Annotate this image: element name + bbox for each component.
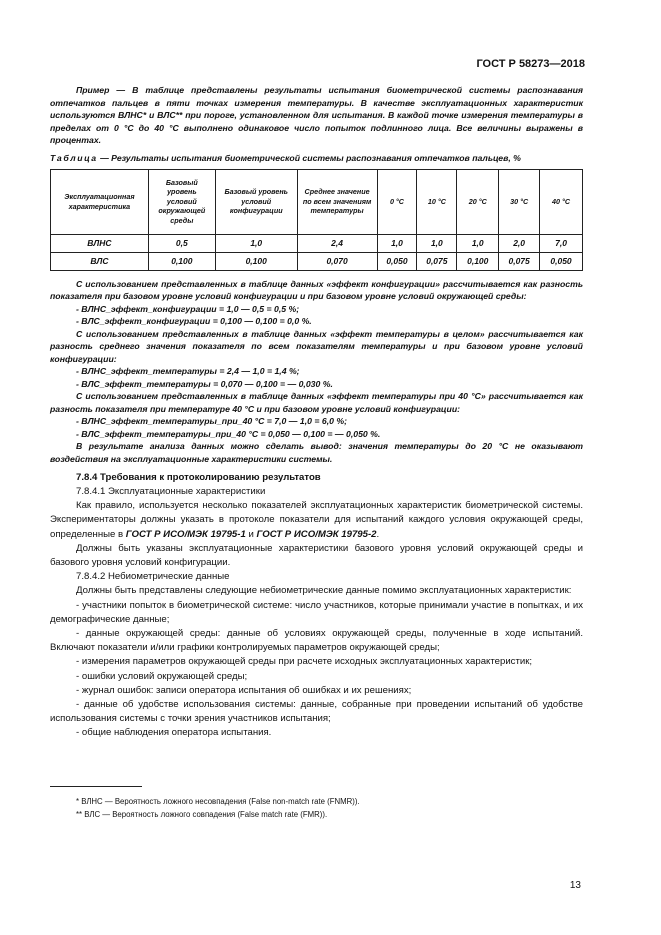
table-caption-text: — Результаты испытания биометрической системы распознавания отпечатков пальцев, %: [97, 152, 521, 163]
analysis-paragraph: С использованием представленных в таблице данных «эффект температуры в целом» рассчитывается как разность среднего значения показателя по всем показателям температуры и при базовом уровне условий конфигурации:: [50, 328, 583, 364]
list-item: - участники попыток в биометрической системе: число участников, которые принимали участие в попытках, и их демографические данные;: [50, 599, 583, 625]
table-cell: ВЛС: [51, 252, 149, 270]
list-item: - измерения параметров окружающей среды при расчете исходных эксплуатационных характеристик;: [76, 656, 533, 668]
body-text: Как правило, используется несколько показателей эксплуатационных характеристик биометрической системы. Экспериментаторы должны указать в протоколе показатели для испытаний каждого условия окружающей среды, определенные в: [50, 500, 583, 540]
list-item: - данные об удобстве использования системы: данные, собранные при проведении испытаний об удобстве использования системы с точки зрения участников испытания;: [50, 699, 583, 725]
table-row: [51, 252, 583, 270]
formula-line: - ВЛНС_эффект_температуры_при_40 °С = 7,0 — 1,0 = 6,0 %;: [76, 416, 347, 426]
page-content: [50, 84, 583, 741]
table-cell: 0,075: [499, 252, 540, 270]
table-cell: 1,0: [457, 234, 499, 252]
body-text: и: [245, 528, 257, 540]
body-paragraph: Должны быть представлены следующие небиометрические данные помимо эксплуатационных характеристик:: [76, 585, 572, 597]
table-cell: 0,5: [148, 234, 215, 252]
table-header-cell: 10 °С: [417, 169, 457, 234]
formula-line: - ВЛНС_эффект_конфигурации = 1,0 — 0,5 = 0,5 %;: [76, 303, 300, 314]
table-caption-label: Таблица: [50, 152, 98, 163]
table-header-cell: 40 °С: [540, 169, 583, 234]
body-paragraph: Должны быть указаны эксплуатационные характеристики базового уровня условий окружающей среды и базового уровня условий конфигурации.: [50, 542, 583, 569]
standard-reference: ГОСТ Р ИСО/МЭК 19795-1: [125, 528, 246, 540]
list-item: - журнал ошибок: записи оператора испытания об ошибках и их решениях;: [76, 684, 412, 696]
formula-line: - ВЛС_эффект_температуры_при_40 °С = 0,050 — 0,100 = — 0,050 %.: [76, 428, 381, 439]
analysis-paragraph: С использованием представленных в таблице данных «эффект температуры при 40 °С» рассчитывается как разность показателя при температуре 40 °С и при базовом уровне условий конфигурации:: [50, 391, 583, 414]
list-item: - ошибки условий окружающей среды;: [76, 670, 248, 682]
footnote-divider: [50, 786, 142, 787]
analysis-block: [50, 278, 583, 466]
subsection-heading: 7.8.4.1 Эксплуатационные характеристики: [76, 486, 266, 497]
table-cell: 1,0: [417, 234, 457, 252]
table-cell: 0,100: [457, 252, 499, 270]
conclusion-paragraph: В результате анализа данных можно сделать вывод: значения температуры до 20 °С не оказывают воздействия на эксплуатационные характеристики системы.: [50, 441, 583, 464]
body-paragraph: [50, 499, 583, 542]
table-cell: 0,100: [148, 252, 215, 270]
table-row: [51, 234, 583, 252]
formula-line: - ВЛС_эффект_температуры = 0,070 — 0,100 = — 0,030 %.: [76, 378, 333, 389]
list-item: - общие наблюдения оператора испытания.: [76, 727, 272, 739]
table-cell: 0,050: [540, 252, 583, 270]
footnote: ** ВЛС — Вероятность ложного совпадения (False match rate (FMR)).: [76, 810, 328, 819]
table-header-cell: Среднее значение по всем значениям температуры: [297, 169, 377, 234]
table-header-cell: 30 °С: [499, 169, 540, 234]
body-text: .: [376, 528, 380, 540]
table-cell: 0,075: [417, 252, 457, 270]
example-paragraph: Пример — В таблице представлены результаты испытания биометрической системы распознавания отпечатков пальцев в пяти точках измерения температуры. В качестве эксплуатационных характеристик используются ВЛНС* и ВЛС** при пороге, установленном для испытания. В каждой точке измерения температуры в пределах от 0 °С до 40 °С выполнено одинаковое число попыток подлинного лица. Все величины выражены в процентах.: [50, 85, 583, 145]
section-heading: 7.8.4 Требования к протоколированию результатов: [76, 472, 321, 483]
formula-line: - ВЛС_эффект_конфигурации = 0,100 — 0,100 = 0,0 %.: [76, 316, 312, 326]
standard-header: ГОСТ Р 58273—2018: [476, 58, 585, 70]
table-cell: ВЛНС: [51, 234, 149, 252]
table-cell: 0,050: [377, 252, 417, 270]
table-cell: 0,070: [297, 252, 377, 270]
list-item: - данные окружающей среды: данные об условиях окружающей среды, полученные в ходе испытаний. Включают показатели и/или графики контролируемых параметров окружающей среды;: [50, 628, 583, 654]
table-header-row: [51, 169, 583, 234]
table-header-cell: 0 °С: [377, 169, 417, 234]
analysis-paragraph: С использованием представленных в таблице данных «эффект конфигурации» рассчитывается как разность показателя при базовом уровне условий конфигурации и при базовом уровне условий окружающей среды:: [50, 278, 583, 301]
table-cell: 2,4: [297, 234, 377, 252]
table-cell: 1,0: [215, 234, 297, 252]
subsection-heading: 7.8.4.2 Небиометрические данные: [76, 571, 230, 583]
table-caption: [50, 153, 583, 163]
table-header-cell: Базовый уровень условий окружающей среды: [148, 169, 215, 234]
page-number: 13: [569, 880, 581, 891]
table-cell: 2,0: [499, 234, 540, 252]
table-cell: 7,0: [540, 234, 583, 252]
standard-reference: ГОСТ Р ИСО/МЭК 19795-2: [256, 528, 377, 540]
results-table: [50, 169, 583, 271]
table-header-cell: Эксплуатационная характеристика: [51, 169, 149, 234]
formula-line: - ВЛНС_эффект_температуры = 2,4 — 1,0 = 1,4 %;: [76, 366, 300, 376]
footnote: * ВЛНС — Вероятность ложного несовпадения (False non-match rate (FNMR)).: [76, 797, 360, 806]
table-header-cell: Базовый уровень условий конфигурации: [215, 169, 297, 234]
table-cell: 1,0: [377, 234, 417, 252]
table-cell: 0,100: [215, 252, 297, 270]
table-header-cell: 20 °С: [457, 169, 499, 234]
